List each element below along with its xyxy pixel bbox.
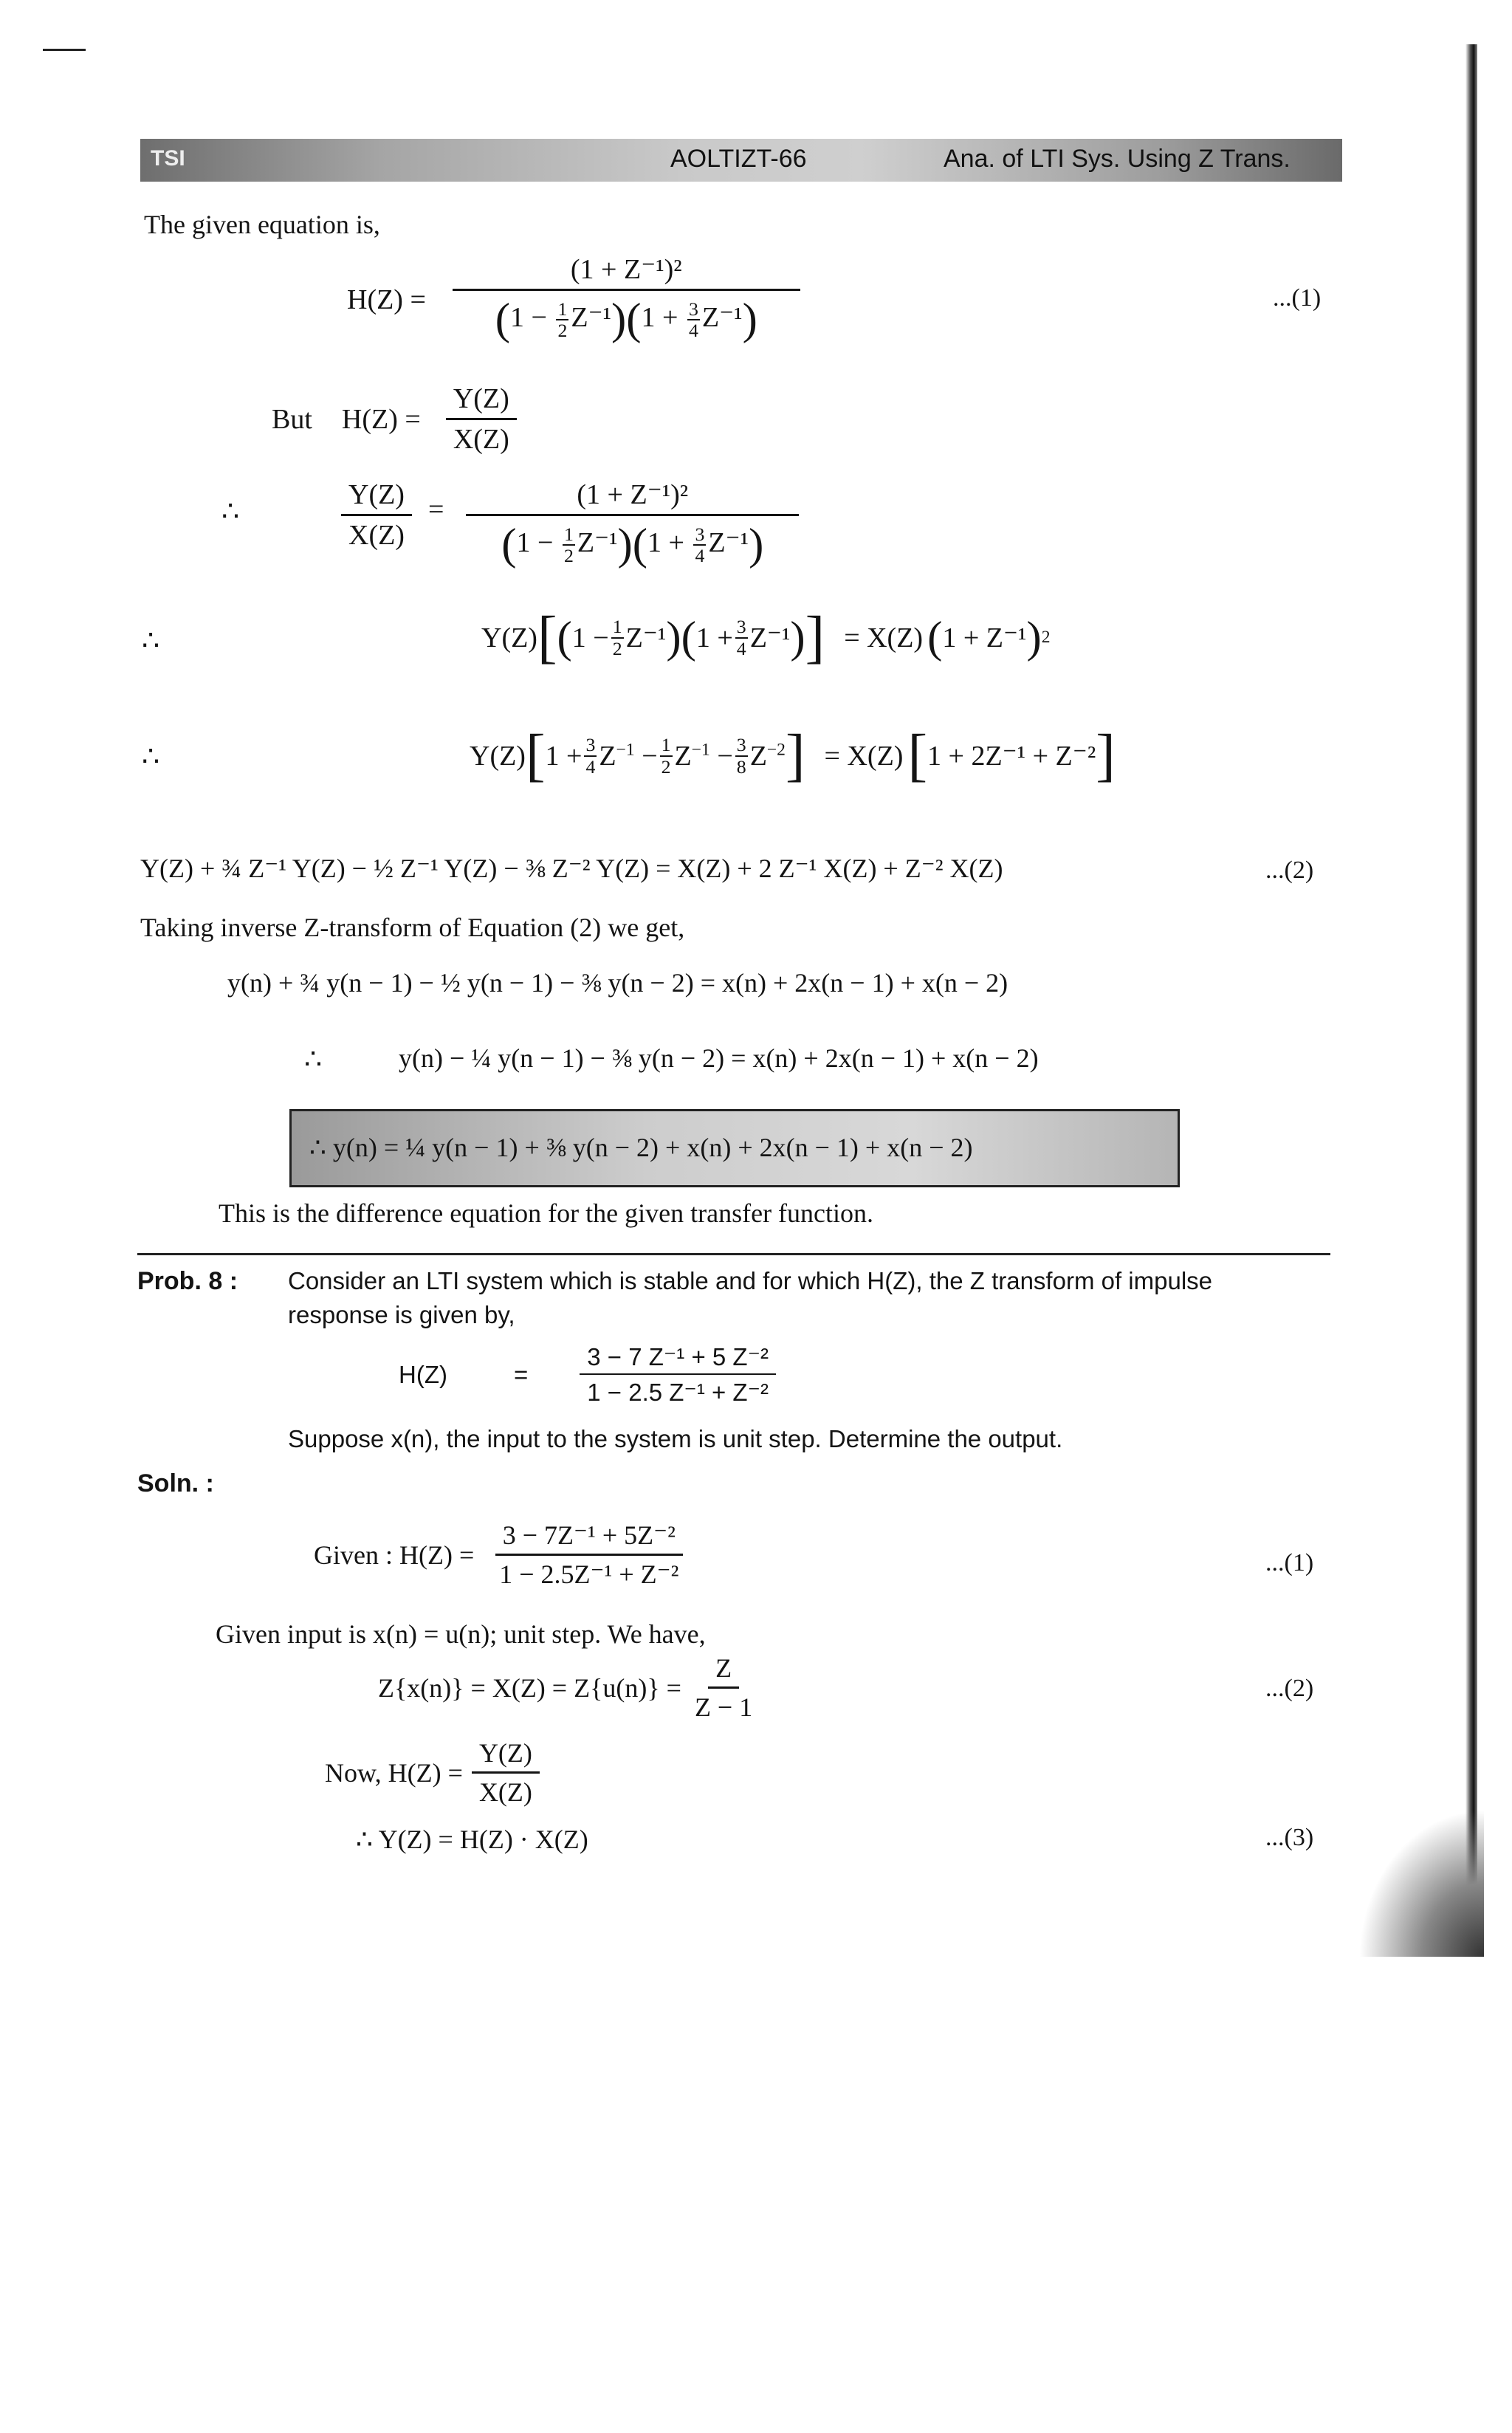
top-left-mark [43, 49, 86, 51]
but-text: But [272, 404, 312, 436]
eq-c-num: Y(Z) [341, 480, 412, 516]
eq-d-lhs: Y(Z) [481, 622, 537, 653]
now-equation [325, 1739, 540, 1807]
eq1-denominator: (1 − $\frac{1}{2}$ Z⁻¹)(1 + $\frac{3}{4}$ Z⁻¹) [495, 294, 757, 344]
z-transform-equation [378, 1654, 760, 1722]
page-edge-shadow [1465, 44, 1477, 1935]
equation-1 [347, 255, 800, 345]
eq-d-rhs: = X(Z) [844, 622, 924, 653]
soln-label: Soln. : [137, 1469, 214, 1497]
prob-hz-num: 3 − 7 Z⁻¹ + 5 Z⁻² [580, 1344, 776, 1375]
eq1-numerator: (1 + Z⁻¹)² [453, 255, 800, 291]
equation-d: Y(Z) [ ( 1 − $\frac{1}{2}$ Z⁻¹ ) ( 1 + $\frac{3}{4}$ Z⁻¹ ) ] = X(Z) ( 1 + Z⁻¹ ) 2 [481, 605, 1051, 670]
prob-hz-eq: = [513, 1361, 529, 1389]
now-lhs: Now, H(Z) = [325, 1758, 463, 1788]
prob-hz-den: 1 − 2.5 Z⁻¹ + Z⁻² [587, 1379, 769, 1407]
therefore-3: ∴ [142, 741, 160, 772]
eq-e-rhs-term: 1 + 2Z⁻¹ + Z⁻² [927, 741, 1096, 772]
separator-line [137, 1253, 1330, 1255]
prob-hz [399, 1344, 776, 1407]
now-den: X(Z) [478, 1777, 532, 1807]
now-num: Y(Z) [472, 1739, 540, 1774]
given-num: 3 − 7Z⁻¹ + 5Z⁻² [495, 1521, 683, 1556]
eq-e-lhs: Y(Z) [470, 740, 526, 772]
header-right-text: Ana. of LTI Sys. Using Z Trans. [944, 145, 1291, 173]
corner-shadow [1358, 1809, 1484, 1957]
equation-4: y(n) − ¼ y(n − 1) − ⅜ y(n − 2) = x(n) + 2x(n − 1) + x(n − 2) [399, 1043, 1039, 1073]
equation-3: y(n) + ¾ y(n − 1) − ½ y(n − 1) − ⅜ y(n − 2) = x(n) + 2x(n − 1) + x(n − 2) [227, 968, 1008, 998]
prob-text-1: Consider an LTI system which is stable and for which H(Z), the Z transform of impulse [288, 1267, 1213, 1294]
eq2-number: ...(2) [1265, 857, 1314, 884]
boxed-equation: ∴ y(n) = ¼ y(n − 1) + ⅜ y(n − 2) + x(n) + 2x(n − 1) + x(n − 2) [309, 1133, 973, 1162]
therefore-4: ∴ [304, 1044, 323, 1075]
equation-c [341, 480, 799, 570]
given-number: ...(1) [1265, 1549, 1314, 1576]
header-left-text: TSI [151, 146, 185, 171]
prob-hz-lhs: H(Z) [399, 1361, 447, 1389]
eq-c-equals: = [427, 494, 444, 525]
input-text: Given input is x(n) = u(n); unit step. We have, [216, 1619, 706, 1649]
inverse-text: Taking inverse Z-transform of Equation (2) we get, [140, 913, 685, 942]
prob-text-3: Suppose x(n), the input to the system is unit step. Determine the output. [288, 1425, 1063, 1452]
conclusion-text: This is the difference equation for the given transfer function. [219, 1198, 874, 1228]
equation-2: Y(Z) + ¾ Z⁻¹ Y(Z) − ½ Z⁻¹ Y(Z) − ⅜ Z⁻² Y(Z) = X(Z) + 2 Z⁻¹ X(Z) + Z⁻² X(Z) [140, 854, 1003, 883]
therefore-2: ∴ [142, 625, 160, 656]
prob-text-2: response is given by, [288, 1301, 515, 1328]
z-den: Z − 1 [694, 1692, 753, 1722]
eq-d-rhs-term: 1 + Z⁻¹ [942, 622, 1027, 653]
intro-text: The given equation is, [144, 210, 380, 239]
z-number: ...(2) [1265, 1675, 1314, 1702]
prob-label: Prob. 8 : [137, 1267, 238, 1295]
eq-but-den: X(Z) [453, 423, 509, 455]
z-lhs: Z{x(n)} = X(Z) = Z{u(n)} = [378, 1673, 681, 1703]
eq-e-rhs: = X(Z) [824, 740, 904, 772]
header-center-text: AOLTIZT-66 [670, 145, 807, 173]
given-lhs: Given : H(Z) = [314, 1540, 475, 1571]
equation-e: Y(Z) [ 1 + $\frac{3}{4}$ $Z^{-1}$ − $\frac{1}{2}$ $Z^{-1}$ − $\frac{3}{8}$ $Z^{-2}$ ] = X(Z) [ 1 + 2Z⁻¹ + Z⁻² ] [470, 723, 1116, 788]
final-equation: ∴ Y(Z) = H(Z) · X(Z) [356, 1825, 588, 1854]
eq-c-den: X(Z) [348, 519, 405, 551]
given-equation [314, 1521, 686, 1589]
header-band [140, 139, 1342, 182]
eq1-lhs: H(Z) = [347, 284, 426, 315]
therefore-1: ∴ [221, 496, 240, 527]
equation-but [272, 384, 517, 456]
eq1-number: ...(1) [1273, 284, 1322, 312]
z-num: Z [708, 1654, 739, 1689]
eq-but-num: Y(Z) [446, 384, 517, 420]
eq-c-rhs-num: (1 + Z⁻¹)² [466, 480, 799, 516]
result-box [289, 1109, 1180, 1187]
eq-c-rhs-den: (1 − $\frac{1}{2}$ Z⁻¹)(1 + $\frac{3}{4}$ Z⁻¹) [501, 519, 764, 569]
eq-but-lhs: H(Z) = [341, 404, 421, 436]
final-number: ...(3) [1265, 1824, 1314, 1851]
given-den: 1 − 2.5Z⁻¹ + Z⁻² [499, 1559, 679, 1589]
